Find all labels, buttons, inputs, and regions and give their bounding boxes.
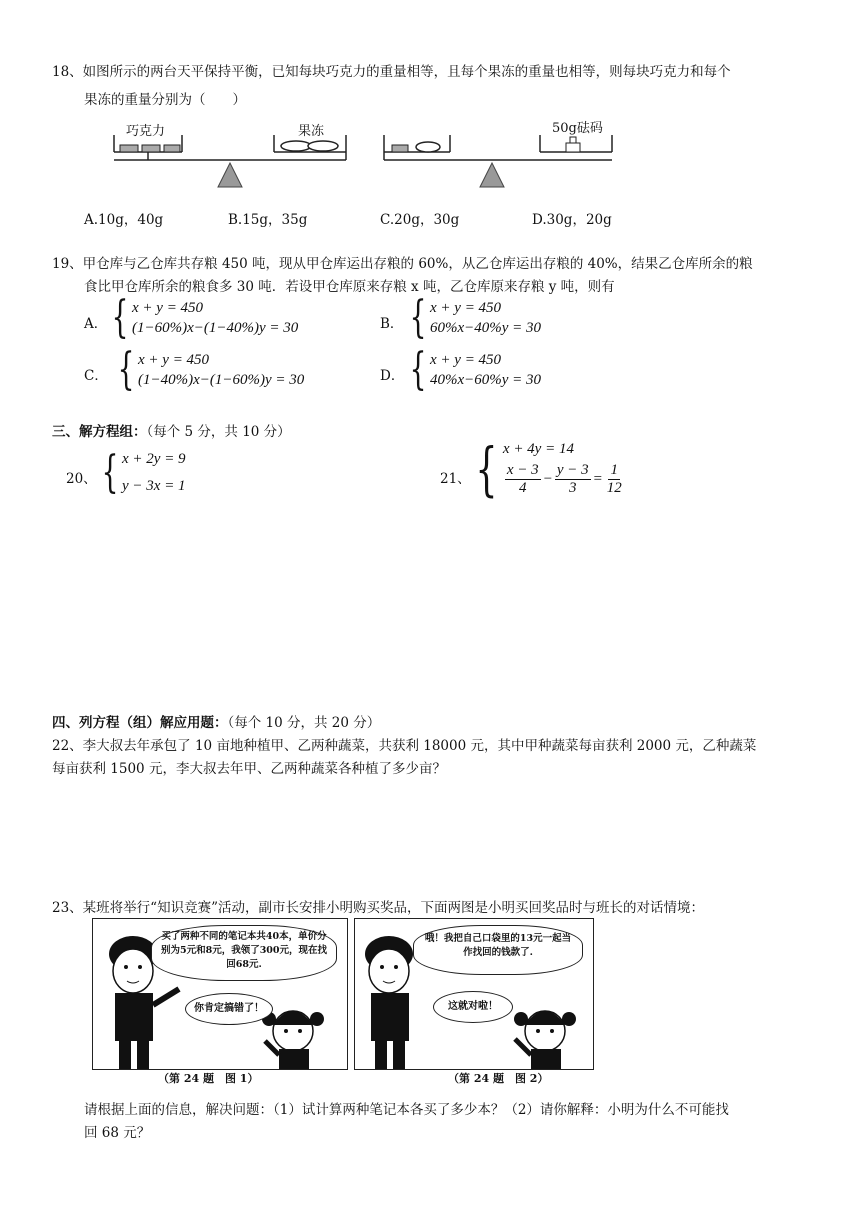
q19-option-a-label: A． xyxy=(84,316,108,332)
q18-option-d: D.30g，20g xyxy=(532,212,612,228)
minus-sign: − xyxy=(542,471,553,487)
q23-question-line1: 请根据上面的信息，解决问题：（1）试计算两种笔记本各买了多少本？（2）请你解释：小明为什么不可能找 xyxy=(84,1102,729,1118)
q19-option-d-label: D． xyxy=(380,368,405,384)
q18-option-a: A.10g，40g xyxy=(84,212,164,228)
q22-text-line1: 22、李大叔去年承包了 10 亩地种植甲、乙两种蔬菜，共获利 18000 元，其中甲种蔬菜每亩获利 2000 元，乙种蔬菜 xyxy=(52,738,757,754)
q22-text-line2: 每亩获利 1500 元，李大叔去年甲、乙两种蔬菜各种植了多少亩？ xyxy=(52,761,446,777)
q19-option-a-system xyxy=(106,292,299,343)
q18-text-line2: 果冻的重量分别为（ ） xyxy=(84,92,246,108)
label-jelly: 果冻 xyxy=(298,124,325,139)
denominator: 4 xyxy=(519,480,527,496)
q18-text-line1: 18、如图所示的两台天平保持平衡，已知每块巧克力的重量相等，且每个果冻的重量也相等，则每块巧克力和每个 xyxy=(52,64,731,80)
brace-icon: { xyxy=(117,344,135,395)
label-50g-weight: 50g砝码 xyxy=(552,121,603,136)
equation: x + y = 450 xyxy=(430,351,502,368)
numerator: x − 3 xyxy=(506,462,539,478)
numerator: y − 3 xyxy=(556,462,589,478)
denominator: 3 xyxy=(568,480,577,496)
q20-label: 20、 xyxy=(66,471,97,487)
equation: (1−60%)x−(1−40%)y = 30 xyxy=(132,319,299,336)
equation: x + y = 450 xyxy=(138,351,210,368)
section-3-title: 三、解方程组： xyxy=(52,424,147,440)
brace-icon: { xyxy=(101,447,119,498)
equation: x + y = 450 xyxy=(430,299,502,316)
speech-bubble-boy: 买了两种不同的笔记本共40本，单价分别为5元和8元，我领了300元，现在找回68元. xyxy=(151,925,337,981)
q19-option-b-system xyxy=(404,292,542,343)
brace-icon: { xyxy=(475,435,498,503)
section-3-heading xyxy=(52,420,291,440)
q19-option-b-label: B． xyxy=(380,316,404,332)
fraction xyxy=(555,462,591,497)
q21-system xyxy=(468,435,626,503)
label-chocolate: 巧克力 xyxy=(126,124,166,139)
q19-text-line2: 食比甲仓库所余的粮食多 30 吨．若设甲仓库原来存粮 x 吨，乙仓库原来存粮 y 吨，则有 xyxy=(84,279,615,295)
q23-text-line1: 23、某班将举行“知识竞赛”活动，副市长安排小明购买奖品，下面两图是小明买回奖品时与班长的对话情境： xyxy=(52,900,704,916)
speech-bubble-boy: 哦！我把自己口袋里的13元一起当作找回的钱款了. xyxy=(413,925,583,975)
q18-option-c: C.20g，30g xyxy=(380,212,460,228)
q23-question-line2: 回 68 元？ xyxy=(84,1125,151,1141)
brace-icon: { xyxy=(409,292,427,343)
equation: (1−40%)x−(1−60%)y = 30 xyxy=(138,371,305,388)
speech-bubble-girl: 这就对啦！ xyxy=(433,991,513,1023)
fraction xyxy=(505,462,541,497)
section-4-note: （每个 10 分，共 20 分） xyxy=(227,715,381,731)
q19-text-line1: 19、甲仓库与乙仓库共存粮 450 吨，现从甲仓库运出存粮的 60%，从乙仓库运出存粮的 40%，结果乙仓库所余的粮 xyxy=(52,256,753,272)
q19-option-c-label: C． xyxy=(84,368,108,384)
equation: x + 4y = 14 xyxy=(502,441,574,457)
comic-panel-1 xyxy=(92,918,348,1070)
q21-label: 21、 xyxy=(440,471,471,487)
speech-bubble-girl: 你肯定搞错了！ xyxy=(185,993,273,1025)
section-4-title: 四、列方程（组）解应用题： xyxy=(52,715,228,731)
q19-option-d-system xyxy=(404,344,542,395)
equation: 40%x−60%y = 30 xyxy=(430,371,542,388)
equation: 60%x−40%y = 30 xyxy=(430,319,542,336)
equation: y − 3x = 1 xyxy=(122,478,186,494)
q18-option-b: B.15g，35g xyxy=(228,212,308,228)
fraction-equation xyxy=(503,462,626,497)
equation: x + 2y = 9 xyxy=(122,451,186,467)
equals-sign: = xyxy=(592,471,603,487)
q20-system xyxy=(96,447,186,498)
fraction xyxy=(605,462,624,497)
brace-icon: { xyxy=(409,344,427,395)
section-3-note: （每个 5 分，共 10 分） xyxy=(146,424,291,440)
q19-option-c-system xyxy=(112,344,305,395)
numerator: 1 xyxy=(610,462,618,478)
brace-icon: { xyxy=(111,292,129,343)
comic-panel-2 xyxy=(354,918,594,1070)
comic-caption-2: （第 24 题 图 2） xyxy=(448,1072,549,1085)
denominator: 12 xyxy=(606,480,622,496)
equation: x + y = 450 xyxy=(132,299,204,316)
comic-caption-1: （第 24 题 图 1） xyxy=(158,1072,259,1085)
section-4-heading xyxy=(52,711,380,731)
